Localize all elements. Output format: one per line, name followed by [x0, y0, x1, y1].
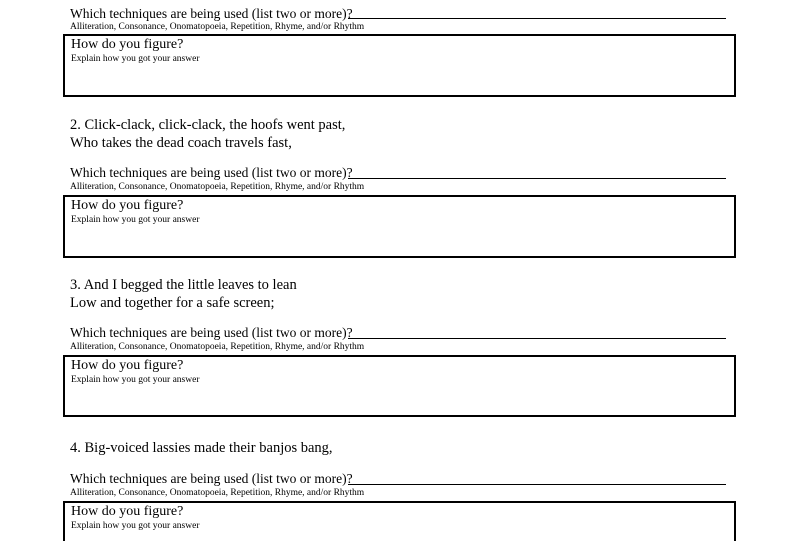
technique-prompt-2: Which techniques are being used (list two or more)?	[70, 165, 353, 180]
figure-hint-2: Explain how you got your answer	[71, 215, 200, 225]
technique-answer-line-1[interactable]	[348, 18, 726, 19]
technique-options-3: Alliteration, Consonance, Onomatopoeia, Repetition, Rhyme, and/or Rhythm	[70, 342, 365, 352]
technique-prompt-1: Which techniques are being used (list two or more)?	[70, 6, 353, 21]
figure-title-4: How do you figure?	[71, 504, 184, 519]
answer-box-2[interactable]	[63, 195, 736, 258]
poem-line-4a: 4. Big-voiced lassies made their banjos bang,	[70, 440, 333, 456]
technique-options-1: Alliteration, Consonance, Onomatopoeia, Repetition, Rhyme, and/or Rhythm	[70, 22, 365, 32]
poem-line-2b: Who takes the dead coach travels fast,	[70, 135, 292, 151]
answer-box-4[interactable]	[63, 501, 736, 541]
technique-answer-line-4[interactable]	[348, 484, 726, 485]
technique-answer-line-3[interactable]	[348, 338, 726, 339]
technique-answer-line-2[interactable]	[348, 178, 726, 179]
figure-hint-1: Explain how you got your answer	[71, 54, 200, 64]
poem-line-3a: 3. And I begged the little leaves to lean	[70, 277, 297, 293]
figure-title-3: How do you figure?	[71, 358, 184, 373]
technique-options-2: Alliteration, Consonance, Onomatopoeia, Repetition, Rhyme, and/or Rhythm	[70, 182, 365, 192]
answer-box-3[interactable]	[63, 355, 736, 417]
figure-title-2: How do you figure?	[71, 198, 184, 213]
poem-line-2a: 2. Click-clack, click-clack, the hoofs went past,	[70, 117, 346, 133]
answer-box-1[interactable]	[63, 34, 736, 97]
technique-prompt-4: Which techniques are being used (list two or more)?	[70, 471, 353, 486]
poem-line-3b: Low and together for a safe screen;	[70, 295, 275, 311]
figure-title-1: How do you figure?	[71, 37, 184, 52]
figure-hint-3: Explain how you got your answer	[71, 375, 200, 385]
figure-hint-4: Explain how you got your answer	[71, 521, 200, 531]
technique-prompt-3: Which techniques are being used (list two or more)?	[70, 325, 353, 340]
technique-options-4: Alliteration, Consonance, Onomatopoeia, Repetition, Rhyme, and/or Rhythm	[70, 488, 365, 498]
